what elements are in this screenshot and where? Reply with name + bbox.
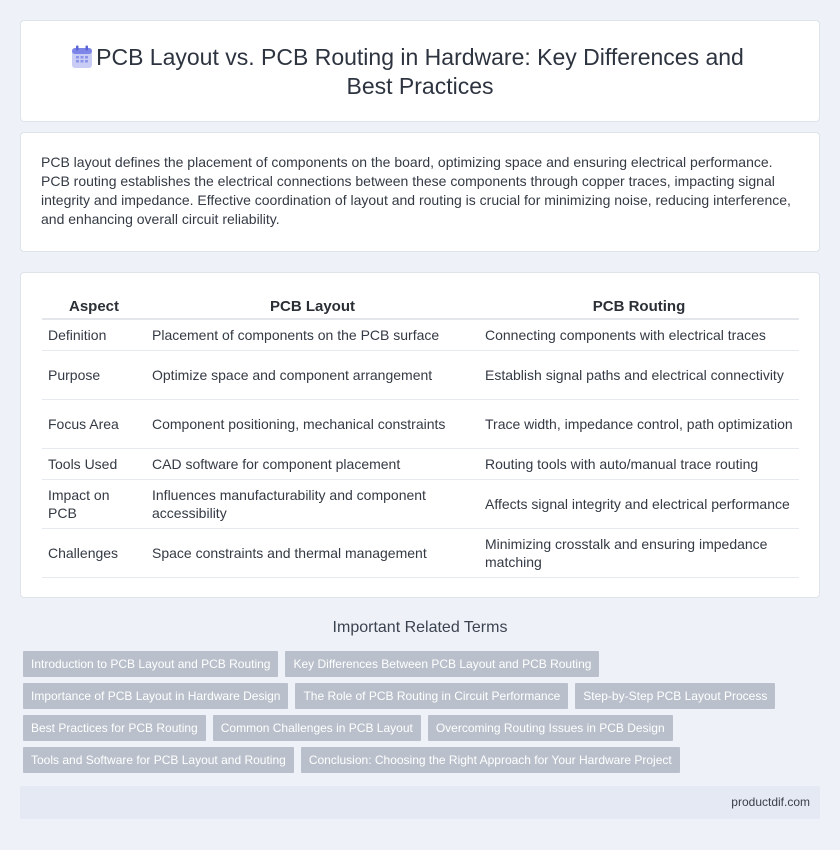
related-term-tag[interactable]: Tools and Software for PCB Layout and Routing bbox=[23, 747, 294, 773]
comparison-table bbox=[42, 295, 799, 578]
intro-paragraph: PCB layout defines the placement of components on the board, optimizing space and ensuring electrical performance. PCB routing establishes the electrical connections between these components through copper traces, impacting signal integrity and impedance. Effective coordination of layout and routing is crucial for minimizing noise, reducing interference, and enhancing overall circuit reliability. bbox=[41, 154, 791, 227]
related-term-tag[interactable]: Key Differences Between PCB Layout and PCB Routing bbox=[285, 651, 599, 677]
row-aspect: Focus Area bbox=[42, 399, 146, 448]
related-term-tag[interactable]: The Role of PCB Routing in Circuit Performance bbox=[295, 683, 568, 709]
related-term-tag[interactable]: Conclusion: Choosing the Right Approach for Your Hardware Project bbox=[301, 747, 680, 773]
table-row bbox=[42, 399, 799, 448]
row-layout: Placement of components on the PCB surface bbox=[146, 319, 479, 350]
row-routing: Affects signal integrity and electrical performance bbox=[479, 479, 799, 528]
related-term-tag[interactable]: Overcoming Routing Issues in PCB Design bbox=[428, 715, 673, 741]
page-title bbox=[21, 43, 819, 101]
row-layout: Influences manufacturability and component accessibility bbox=[146, 479, 479, 528]
header-aspect: Aspect bbox=[42, 295, 146, 319]
page-title-line-2: Best Practices bbox=[346, 73, 494, 99]
intro-card bbox=[20, 132, 820, 252]
row-routing: Connecting components with electrical traces bbox=[479, 319, 799, 350]
footer-bar bbox=[20, 786, 820, 819]
related-term-tag[interactable]: Common Challenges in PCB Layout bbox=[213, 715, 421, 741]
header-pcb-routing: PCB Routing bbox=[479, 295, 799, 319]
row-routing: Minimizing crosstalk and ensuring impedance matching bbox=[479, 528, 799, 577]
comparison-card bbox=[20, 272, 820, 598]
row-layout: Space constraints and thermal management bbox=[146, 528, 479, 577]
row-aspect: Tools Used bbox=[42, 448, 146, 479]
footer-site-link[interactable]: productdif.com bbox=[731, 795, 810, 809]
row-aspect: Impact on PCB bbox=[42, 479, 146, 528]
header-pcb-layout: PCB Layout bbox=[146, 295, 479, 319]
related-terms-title: Important Related Terms bbox=[332, 619, 508, 636]
related-term-tag[interactable]: Step-by-Step PCB Layout Process bbox=[575, 683, 775, 709]
related-term-tag[interactable]: Introduction to PCB Layout and PCB Routing bbox=[23, 651, 278, 677]
table-row bbox=[42, 350, 799, 399]
row-aspect: Definition bbox=[42, 319, 146, 350]
row-layout: Optimize space and component arrangement bbox=[146, 350, 479, 399]
table-row bbox=[42, 319, 799, 350]
row-routing: Routing tools with auto/manual trace routing bbox=[479, 448, 799, 479]
table-header-row bbox=[42, 295, 799, 319]
row-aspect: Challenges bbox=[42, 528, 146, 577]
row-aspect: Purpose bbox=[42, 350, 146, 399]
table-row bbox=[42, 528, 799, 577]
row-layout: CAD software for component placement bbox=[146, 448, 479, 479]
header-card bbox=[20, 20, 820, 122]
row-routing: Establish signal paths and electrical connectivity bbox=[479, 350, 799, 399]
related-terms-list bbox=[23, 651, 803, 779]
row-layout: Component positioning, mechanical constraints bbox=[146, 399, 479, 448]
related-term-tag[interactable]: Importance of PCB Layout in Hardware Design bbox=[23, 683, 288, 709]
table-row bbox=[42, 479, 799, 528]
row-routing: Trace width, impedance control, path optimization bbox=[479, 399, 799, 448]
page-title-line-1: PCB Layout vs. PCB Routing in Hardware: Key Differences and bbox=[96, 44, 744, 70]
related-term-tag[interactable]: Best Practices for PCB Routing bbox=[23, 715, 206, 741]
table-row bbox=[42, 448, 799, 479]
